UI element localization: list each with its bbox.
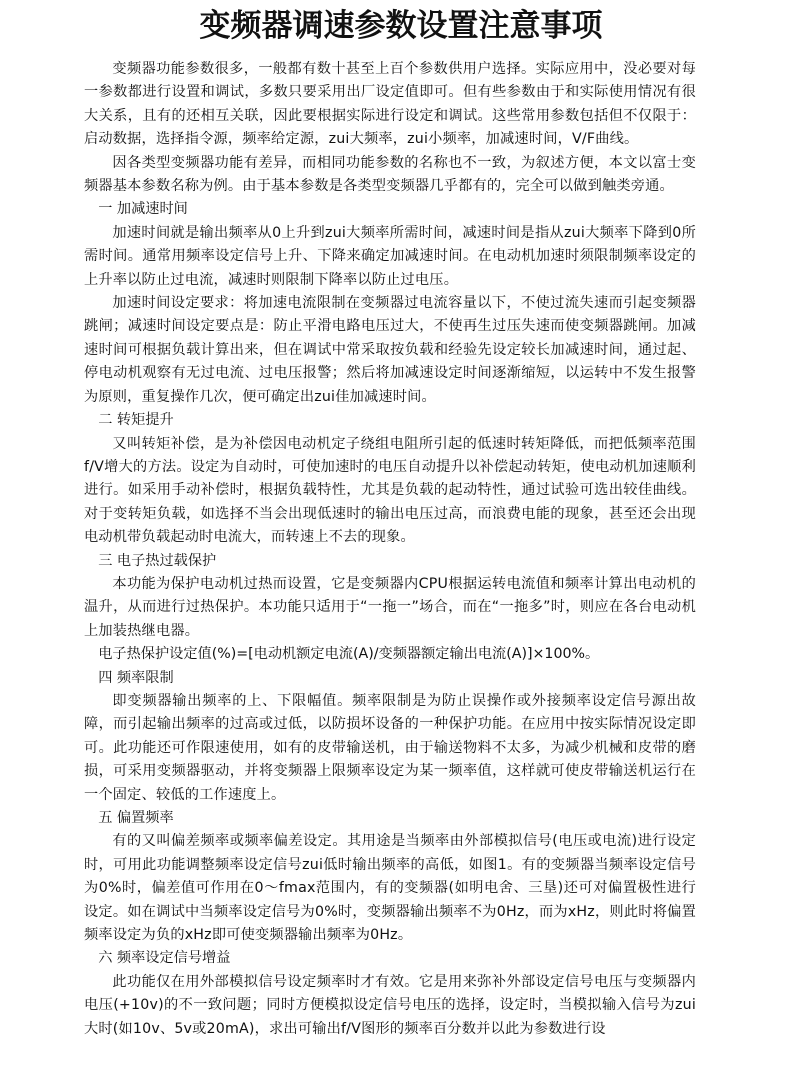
section-paragraph: 加速时间就是输出频率从0上升到zui大频率所需时间，减速时间是指从zui大频率下降到0所需时间。通常用频率设定信号上升、下降来确定加减速时间。在电动机加速时须限制频率设定的上升率以防止过电流，减速时则限制下降率以防止过电压。: [84, 224, 696, 288]
section-heading: 六 频率设定信号增益: [98, 950, 231, 967]
section-heading: 一 加减速时间: [98, 201, 188, 218]
intro-paragraph: 因各类型变频器功能有差异，而相同功能参数的名称也不一致，为叙述方便，本文以富士变频器基本参数名称为例。由于基本参数是各类型变频器几乎都有的，完全可以做到触类旁通。: [84, 154, 696, 195]
section-paragraph: 又叫转矩补偿，是为补偿因电动机定子绕组电阻所引起的低速时转矩降低，而把低频率范围f/V增大的方法。设定为自动时，可使加速时的电压自动提升以补偿起动转矩，使电动机加速顺利进行。如采用手动补偿时，根据负载特性，尤其是负载的起动特性，通过试验可选出较佳曲线。对于变转矩负载，如选择不当会出现低速时的输出电压过高，而浪费电能的现象，甚至还会出现电动机带负载起动时电流大，而转速上不去的现象。: [84, 435, 696, 546]
section-heading: 二 转矩提升: [98, 412, 174, 429]
formula-line: 电子热保护设定值(%)=[电动机额定电流(A)/变频器额定输出电流(A)]×100%。: [98, 646, 600, 663]
section-heading: 五 偏置频率: [98, 810, 174, 826]
document-body: [84, 58, 696, 1041]
section-paragraph: 即变频器输出频率的上、下限幅值。频率限制是为防止误操作或外接频率设定信号源出故障，而引起输出频率的过高或过低，以防损坏设备的一种保护功能。在应用中按实际情况设定即可。此功能还可作限速使用，如有的皮带输送机，由于输送物料不太多，为减少机械和皮带的磨损，可采用变频器驱动，并将变频器上限频率设定为某一频率值，这样就可使皮带输送机运行在一个固定、较低的工作速度上。: [84, 692, 696, 803]
section-paragraph: 加速时间设定要求：将加速电流限制在变频器过电流容量以下，不使过流失速而引起变频器跳闸；减速时间设定要点是：防止平滑电路电压过大，不使再生过压失速而使变频器跳闸。加减速时间可根据负载计算出来，但在调试中常采取按负载和经验先设定较长加减速时间，通过起、停电动机观察有无过电流、过电压报警；然后将加减速设定时间逐渐缩短，以运转中不发生报警为原则，重复操作几次，便可确定出zui佳加减速时间。: [84, 295, 696, 405]
section-heading: 四 频率限制: [98, 669, 174, 686]
section-heading: 三 电子热过载保护: [98, 552, 217, 569]
section-paragraph: 本功能为保护电动机过热而设置，它是变频器内CPU根据运转电流值和频率计算出电动机的温升，从而进行过热保护。本功能只适用于“一拖一”场合，而在“一拖多”时，则应在各台电动机上加装热继电器。: [84, 575, 697, 639]
section-paragraph: 此功能仅在用外部模拟信号设定频率时才有效。它是用来弥补外部设定信号电压与变频器内电压(+10v)的不一致问题；同时方便模拟设定信号电压的选择，设定时，当模拟输入信号为zui大时(如10v、5v或20mA)，求出可输出f/V图形的频率百分数并以此为参数进行设: [84, 973, 696, 1037]
intro-paragraph: 变频器功能参数很多，一般都有数十甚至上百个参数供用户选择。实际应用中，没必要对每一参数都进行设置和调试，多数只要采用出厂设定值即可。但有些参数由于和实际使用情况有很大关系，且有的还相互关联，因此要根据实际进行设定和调试。这些常用参数包括但不仅限于：启动数据，选择指令源，频率给定源，zui大频率，zui小频率，加减速时间，V/F曲线。: [84, 61, 696, 148]
document-title: 变频器调速参数设置注意事项: [199, 8, 603, 44]
section-paragraph: 有的又叫偏差频率或频率偏差设定。其用途是当频率由外部模拟信号(电压或电流)进行设定时，可用此功能调整频率设定信号zui低时输出频率的高低，如图1。有的变频器当频率设定信号为0%时，偏差值可作用在0～fmax范围内，有的变频器(如明电舍、三垦)还可对偏置极性进行设定。如在调试中当频率设定信号为0%时，变频器输出频率不为0Hz，而为xHz，则此时将偏置频率设定为负的xHz即可使变频器输出频率为0Hz。: [84, 833, 696, 944]
